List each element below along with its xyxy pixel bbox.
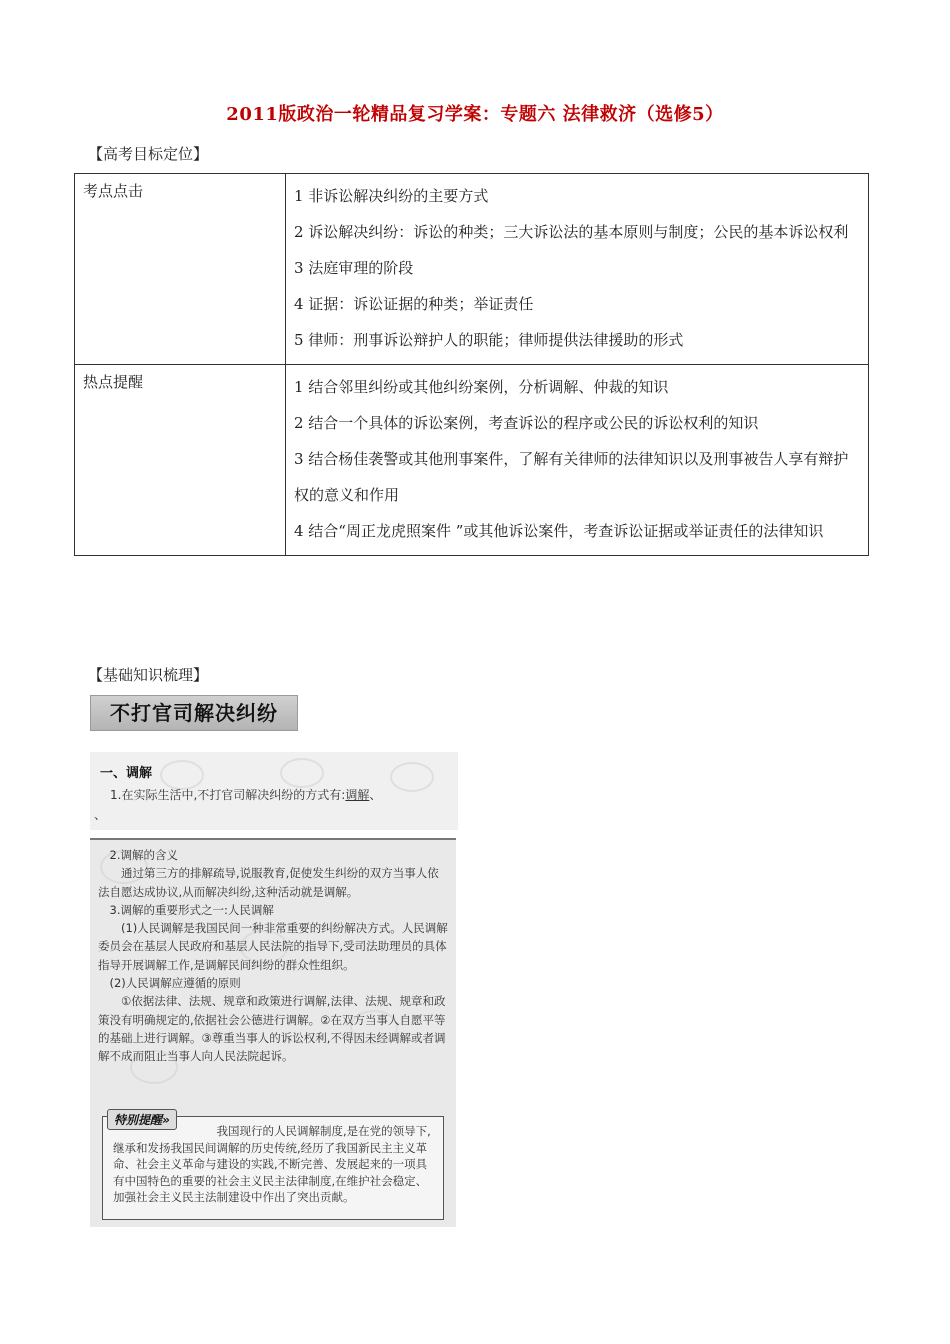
scan-paragraph: (1)人民调解是我国民间一种非常重要的纠纷解决方式。人民调解委员会在基层人民政府和基层人民法院的指导下,受司法助理员的具体指导开展调解工作,是调解民间纠纷的群众性组织。 xyxy=(98,921,448,972)
section-label-targets: 【高考目标定位】 xyxy=(88,145,209,163)
page-title: 2011版政治一轮精品复习学案：专题六 法律救济（选修5） xyxy=(226,104,724,125)
category-cell: 热点提醒 xyxy=(75,365,286,556)
list-item: 1 非诉讼解决纠纷的主要方式 xyxy=(294,187,489,205)
scan-paragraph: ①依据法律、法规、规章和政策进行调解,法律、法规、规章和政策没有明确规定的,依据社会公德进行调解。②在双方当事人自愿平等的基础上进行调解。③尊重当事人的诉讼权利,不得因未经调解或者调解不成而阻止当事人向人民法院起诉。 xyxy=(98,994,446,1064)
items-cell xyxy=(286,174,869,365)
list-item: 5 律师：刑事诉讼辩护人的职能；律师提供法律援助的形式 xyxy=(294,331,684,349)
list-item: 3 结合杨佳袭警或其他刑事案件，了解有关律师的法律知识以及刑事被告人享有辩护权的意义和作用 xyxy=(294,450,849,504)
targets-table xyxy=(74,173,869,556)
list-item: 4 证据：诉讼证据的种类；举证责任 xyxy=(294,295,534,313)
items-cell xyxy=(286,365,869,556)
list-item: 1 结合邻里纠纷或其他纠纷案例，分析调解、仲裁的知识 xyxy=(294,378,669,396)
list-item: 4 结合“周正龙虎照案件 ”或其他诉讼案件，考查诉讼证据或举证责任的法律知识 xyxy=(294,522,824,540)
scanned-image xyxy=(90,752,458,1225)
table-row xyxy=(75,174,869,365)
scan-fragment: 、 xyxy=(94,808,107,822)
watermark-seal xyxy=(390,762,434,792)
scan-main-block xyxy=(90,838,456,1227)
special-reminder-text: 我国现行的人民调解制度,是在党的领导下,继承和发扬我国民间调解的历史传统,经历了我国新民主主义革命、社会主义革命与建设的实践,不断完善、发展起来的一项具有中国特色的重要的社会主义民主法律制度,在维护社会稳定、加强社会主义民主法制建设中作出了突出贡献。 xyxy=(113,1124,431,1205)
scan-paragraph: (2)人民调解应遵循的原则 xyxy=(109,976,241,991)
list-item: 3 法庭审理的阶段 xyxy=(294,259,414,277)
scan-line-punct: 、 xyxy=(369,788,382,802)
special-reminder-tag: 特别提醒» xyxy=(107,1109,177,1130)
scan-top-strip xyxy=(90,752,458,830)
scan-paragraph: 2.调解的含义 xyxy=(109,848,178,862)
scan-line xyxy=(110,786,381,803)
table-row xyxy=(75,365,869,556)
special-reminder-box xyxy=(102,1113,444,1220)
scan-body xyxy=(98,846,450,1066)
scan-paragraph: 通过第三方的排解疏导,说服教育,促使发生纠纷的双方当事人依法自愿达成协议,从而解决纠纷,这种活动就是调解。 xyxy=(98,866,439,899)
scan-heading: 一、调解 xyxy=(100,766,153,781)
list-item: 2 结合一个具体的诉讼案例，考查诉讼的程序或公民的诉讼权利的知识 xyxy=(294,414,759,432)
category-cell: 考点点击 xyxy=(75,174,286,365)
list-item: 2 诉讼解决纠纷：诉讼的种类；三大诉讼法的基本原则与制度；公民的基本诉讼权利 xyxy=(294,223,849,241)
scan-underlined-term: 调解 xyxy=(345,788,370,802)
section-banner: 不打官司解决纠纷 xyxy=(90,695,298,731)
section-label-basics: 【基础知识梳理】 xyxy=(88,666,209,684)
watermark-seal xyxy=(280,758,324,788)
scan-paragraph: 3.调解的重要形式之一:人民调解 xyxy=(109,902,274,917)
scan-line-text: 1.在实际生活中,不打官司解决纠纷的方式有: xyxy=(110,788,346,802)
